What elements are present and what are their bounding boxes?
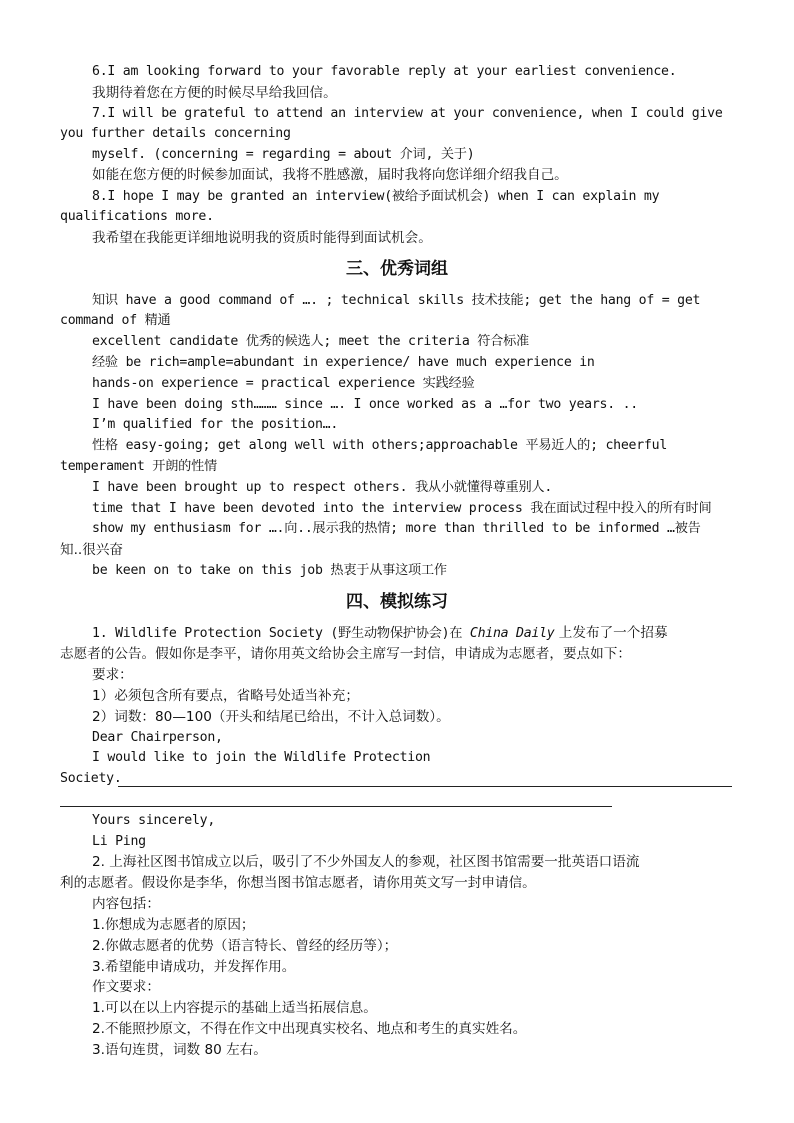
phrase-line: 性格 easy-going; get along well with others;approachable 平易近人的; cheerful xyxy=(92,438,668,453)
question-1-text-b: 上发布了一个招募 xyxy=(554,625,668,641)
letter-opening: I would like to join the Wildlife Protection xyxy=(92,750,431,765)
answer-line xyxy=(118,786,732,787)
letter-closing: Yours sincerely, xyxy=(92,813,216,828)
question-2-line2: 利的志愿者。假设你是李华，你想当图书馆志愿者，请你用英文写一封申请信。 xyxy=(60,875,536,891)
letter-opening-cont: Society. xyxy=(60,771,122,786)
question-2-content-2: 2.你做志愿者的优势（语言特长、曾经的经历等）； xyxy=(92,938,398,954)
question-2-req-2: 2.不能照抄原文，不得在作文中出现真实校名、地点和考生的真实姓名。 xyxy=(92,1021,527,1037)
china-daily-title: China Daily xyxy=(469,626,555,641)
sentence-6-zh: 我期待着您在方便的时候尽早给我回信。 xyxy=(92,85,337,101)
phrase-line: command of 精通 xyxy=(60,313,171,328)
phrase-line: I have been brought up to respect others. 我从小就懂得尊重别人. xyxy=(92,480,553,495)
sentence-7-en-a: 7.I will be grateful to attend an interview at your convenience, when I could give xyxy=(92,106,723,121)
sentence-8-zh: 我希望在我能更详细地说明我的资质时能得到面试机会。 xyxy=(92,230,432,246)
phrase-line: be keen on to take on this job 热衷于从事这项工作 xyxy=(92,563,447,578)
question-1-text-a: 1. Wildlife Protection Society (野生动物保护协会)在 xyxy=(92,626,470,641)
section-3-heading: 三、优秀词组 xyxy=(346,259,448,279)
question-1-line2: 志愿者的公告。假如你是李平，请你用英文给协会主席写一封信，申请成为志愿者，要点如下： xyxy=(60,646,631,662)
phrase-line: I have been doing sth……… since …. I once worked as a …for two years. .. xyxy=(92,397,638,412)
phrase-line: show my enthusiasm for ….向..展示我的热情; more than thrilled to be informed …被告 xyxy=(92,521,701,536)
phrase-line: time that I have been devoted into the interview process 我在面试过程中投入的所有时间 xyxy=(92,501,712,516)
sentence-8-en-b: qualifications more. xyxy=(60,209,214,224)
phrase-line: excellent candidate 优秀的候选人; meet the criteria 符合标准 xyxy=(92,334,529,349)
sentence-8-en-a: 8.I hope I may be granted an interview(被给予面试机会) when I can explain my xyxy=(92,189,660,204)
question-2-line1: 2. 上海社区图书馆成立以后，吸引了不少外国友人的参观，社区图书馆需要一批英语口语流 xyxy=(92,854,640,870)
phrase-line: temperament 开朗的性情 xyxy=(60,459,217,474)
phrase-line: 经验 be rich=ample=abundant in experience/ have much experience in xyxy=(92,355,595,370)
phrase-line: 知识 have a good command of …. ; technical skills 技术技能; get the hang of = get xyxy=(92,293,701,308)
sentence-7-zh: 如能在您方便的时候参加面试，我将不胜感激，届时我将向您详细介绍我自己。 xyxy=(92,167,568,183)
question-1-req-1: 1）必须包含所有要点，省略号处适当补充； xyxy=(92,688,359,704)
question-2-req-1: 1.可以在以上内容提示的基础上适当拓展信息。 xyxy=(92,1000,377,1016)
letter-salutation: Dear Chairperson, xyxy=(92,730,223,745)
phrase-line: I’m qualified for the position…. xyxy=(92,417,339,432)
letter-signature: Li Ping xyxy=(92,834,146,849)
sentence-7-en-b: you further details concerning xyxy=(60,126,291,141)
question-2-content-3: 3.希望能申请成功，并发挥作用。 xyxy=(92,959,296,975)
phrase-line: hands-on experience = practical experience 实践经验 xyxy=(92,376,475,391)
question-1-req-title: 要求： xyxy=(92,667,133,683)
answer-line xyxy=(60,806,612,807)
sentence-6-en: 6.I am looking forward to your favorable reply at your earliest convenience. xyxy=(92,64,677,79)
question-2-req-title: 作文要求： xyxy=(92,979,160,995)
question-2-content-1: 1.你想成为志愿者的原因； xyxy=(92,917,255,933)
question-1-req-2: 2）词数：80—100（开头和结尾已给出，不计入总词数）。 xyxy=(92,709,450,725)
sentence-7-en-c: myself. (concerning = regarding = about 介词, 关于) xyxy=(92,147,475,162)
question-1-line1 xyxy=(92,624,668,643)
question-2-content-title: 内容包括： xyxy=(92,896,160,912)
question-2-req-3: 3.语句连贯，词数 80 左右。 xyxy=(92,1042,267,1058)
section-4-heading: 四、模拟练习 xyxy=(346,592,448,612)
phrase-line: 知..很兴奋 xyxy=(60,542,124,558)
